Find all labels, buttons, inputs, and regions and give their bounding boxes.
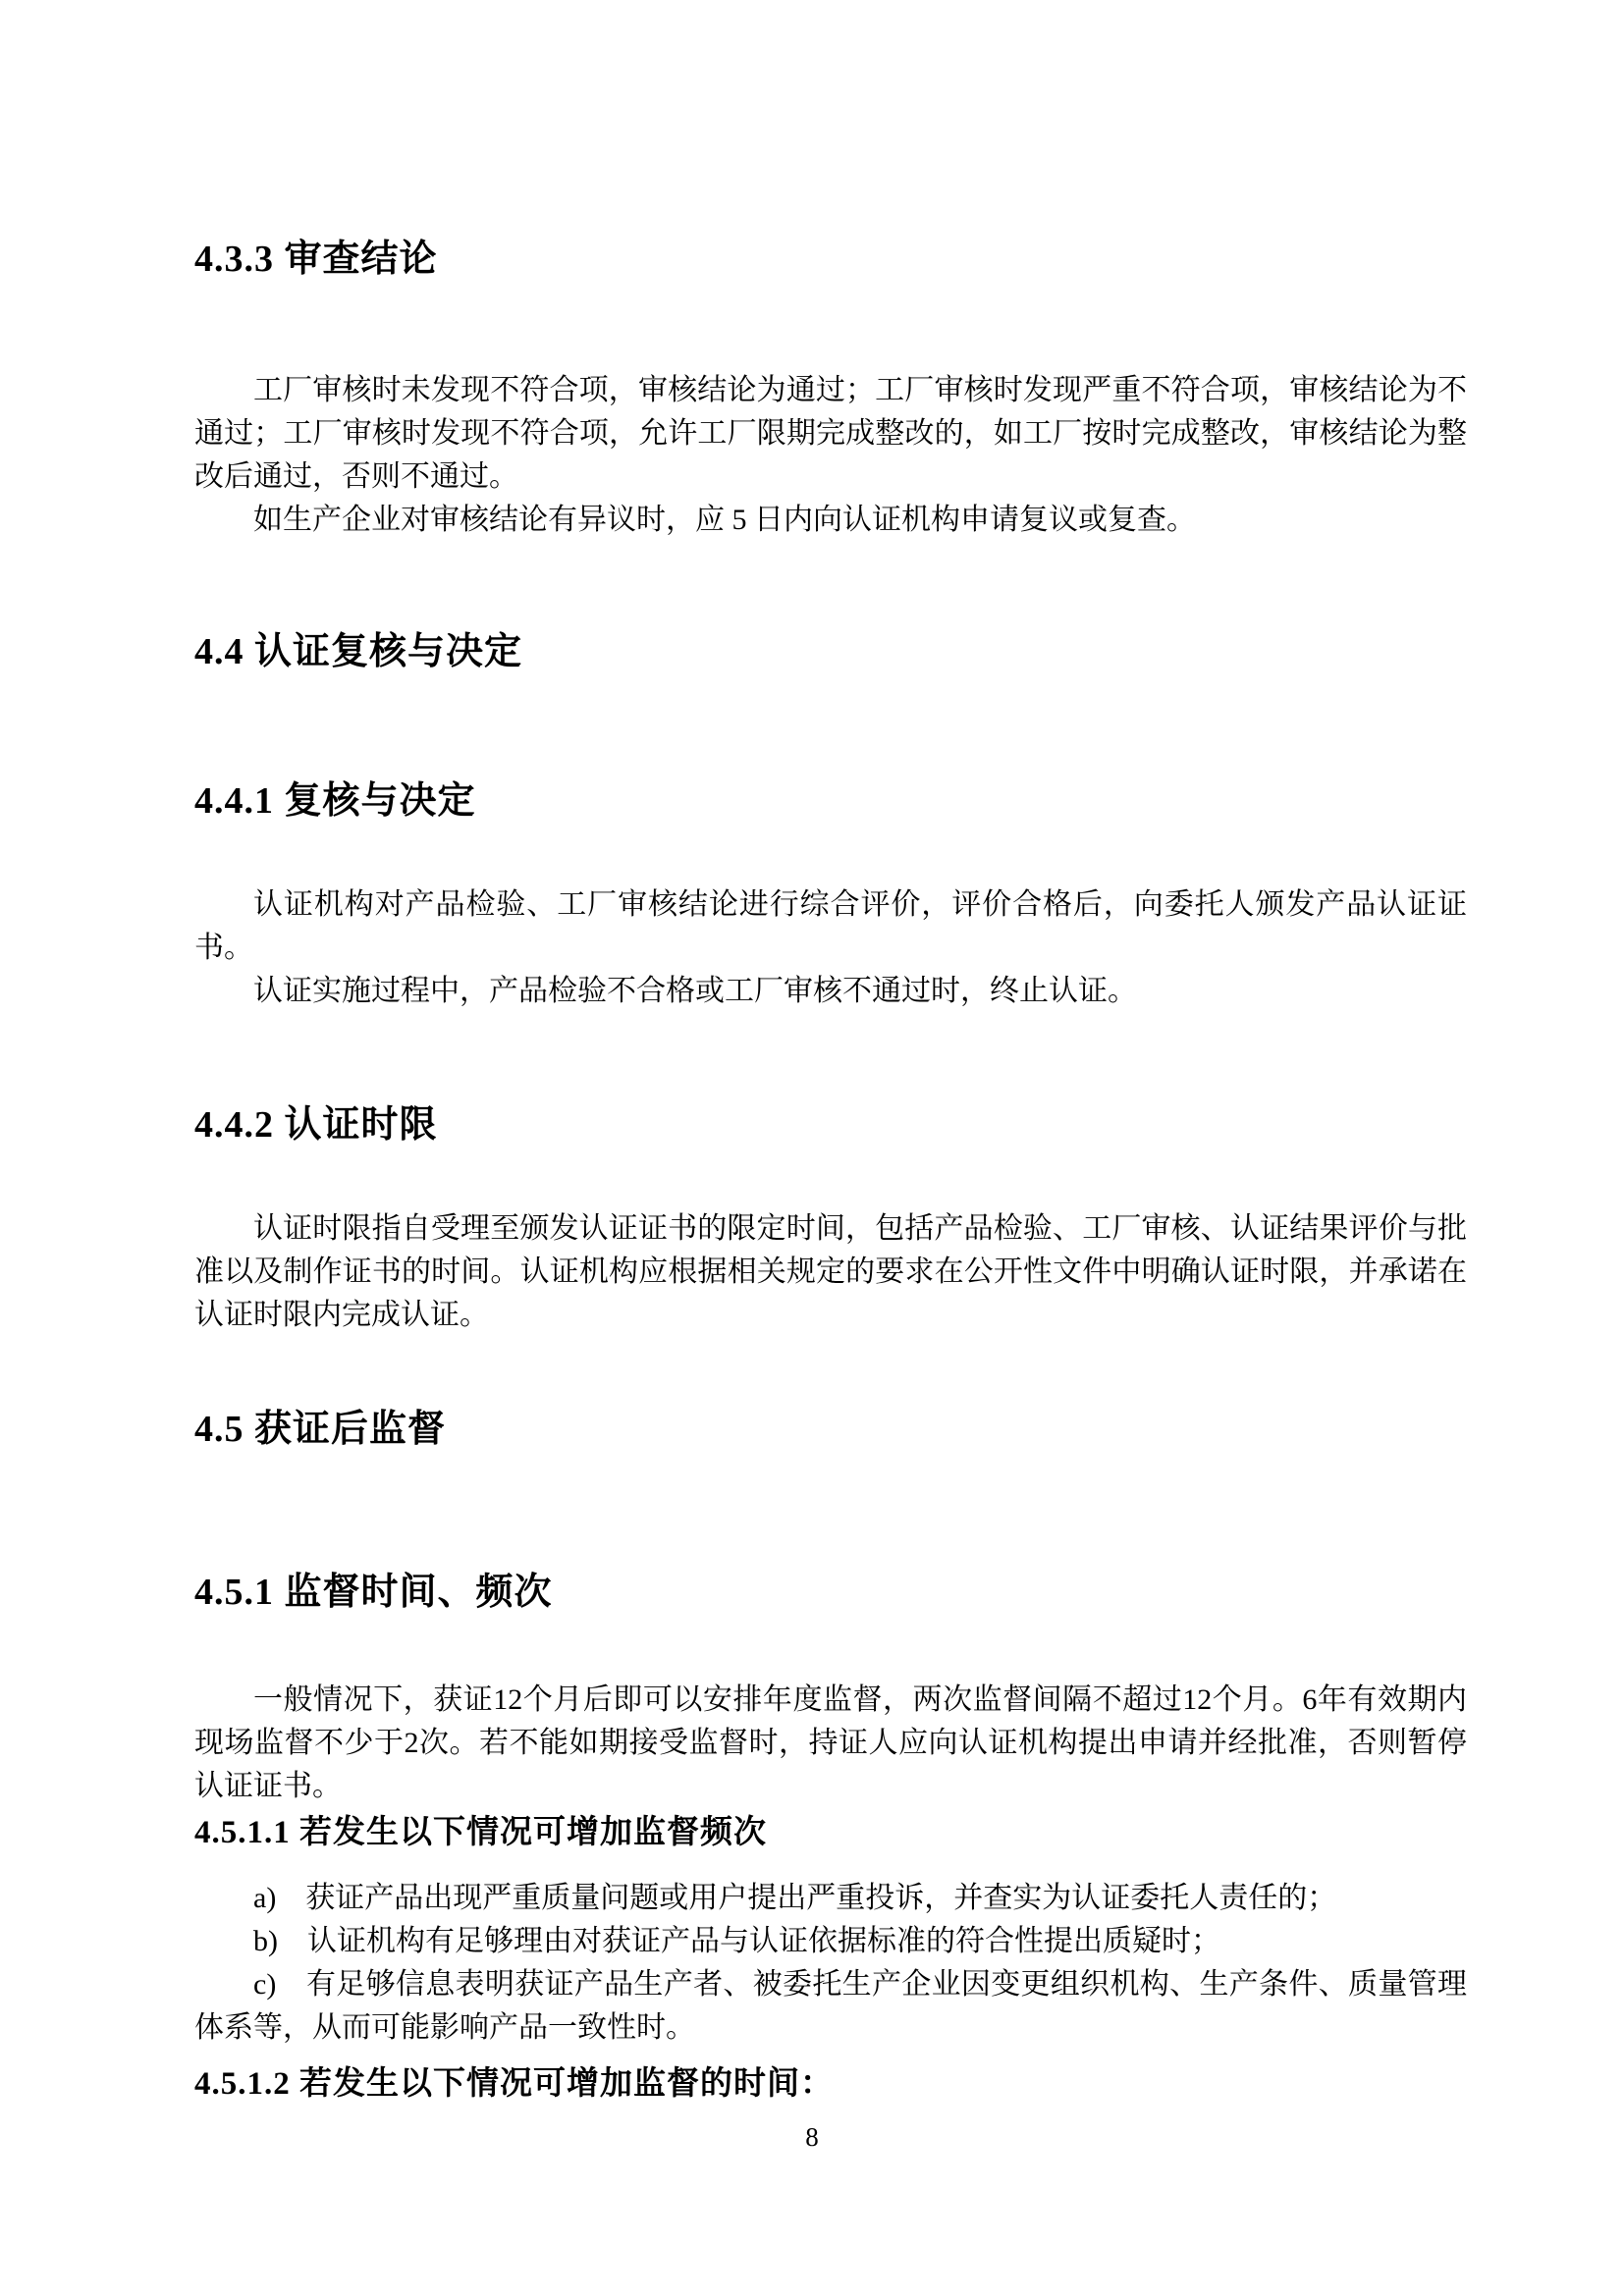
- list-item-c: c) 有足够信息表明获证产品生产者、被委托生产企业因变更组织机构、生产条件、质量管理体系等，从而可能影响产品一致性时。: [194, 1968, 1467, 2044]
- paragraph-terminate-certification: 认证实施过程中，产品检验不合格或工厂审核不通过时，终止认证。: [253, 975, 1137, 1007]
- list-item-a: a) 获证产品出现严重质量问题或用户提出严重投诉，并查实为认证委托人责任的；: [253, 1882, 1337, 1914]
- page-number: 8: [805, 2122, 819, 2152]
- heading-4-4-review-decision: 4.4 认证复核与决定: [194, 631, 523, 672]
- document-content: [194, 0, 1467, 2107]
- heading-4-5-1-supervision-time-frequency: 4.5.1 监督时间、频次: [194, 1572, 553, 1613]
- paragraph-comprehensive-evaluation: 认证机构对产品检验、工厂审核结论进行综合评价，评价合格后，向委托人颁发产品认证证书。: [194, 888, 1467, 964]
- heading-4-5-1-2-increase-supervision-time: 4.5.1.2 若发生以下情况可增加监督的时间：: [194, 2066, 834, 2102]
- heading-4-5-post-certification-supervision: 4.5 获证后监督: [194, 1409, 447, 1450]
- paragraph-audit-objection: 如生产企业对审核结论有异议时，应 5 日内向认证机构申请复议或复查。: [253, 504, 1196, 536]
- paragraph-factory-audit-conclusion: 工厂审核时未发现不符合项，审核结论为通过；工厂审核时发现严重不符合项，审核结论为不通过；工厂审核时发现不符合项，允许工厂限期完成整改的，如工厂按时完成整改，审核结论为整改后通过，否则不通过。: [194, 374, 1467, 493]
- list-item-b: b) 认证机构有足够理由对获证产品与认证依据标准的符合性提出质疑时；: [253, 1925, 1220, 1957]
- heading-4-4-2-certification-time-limit: 4.4.2 认证时限: [194, 1104, 438, 1146]
- heading-4-5-1-1-increase-supervision-frequency: 4.5.1.1 若发生以下情况可增加监督频次: [194, 1815, 767, 1850]
- paragraph-time-limit-definition: 认证时限指自受理至颁发认证证书的限定时间，包括产品检验、工厂审核、认证结果评价与批准以及制作证书的时间。认证机构应根据相关规定的要求在公开性文件中明确认证时限，并承诺在认证时限内完成认证。: [194, 1212, 1467, 1331]
- heading-4-4-1-review-and-decision: 4.4.1 复核与决定: [194, 780, 476, 822]
- heading-4-3-3-audit-conclusion: 4.3.3 审查结论: [194, 239, 438, 280]
- paragraph-supervision-schedule: 一般情况下，获证12个月后即可以安排年度监督，两次监督间隔不超过12个月。6年有效期内现场监督不少于2次。若不能如期接受监督时，持证人应向认证机构提出申请并经批准，否则暂停认证证书。: [194, 1683, 1467, 1802]
